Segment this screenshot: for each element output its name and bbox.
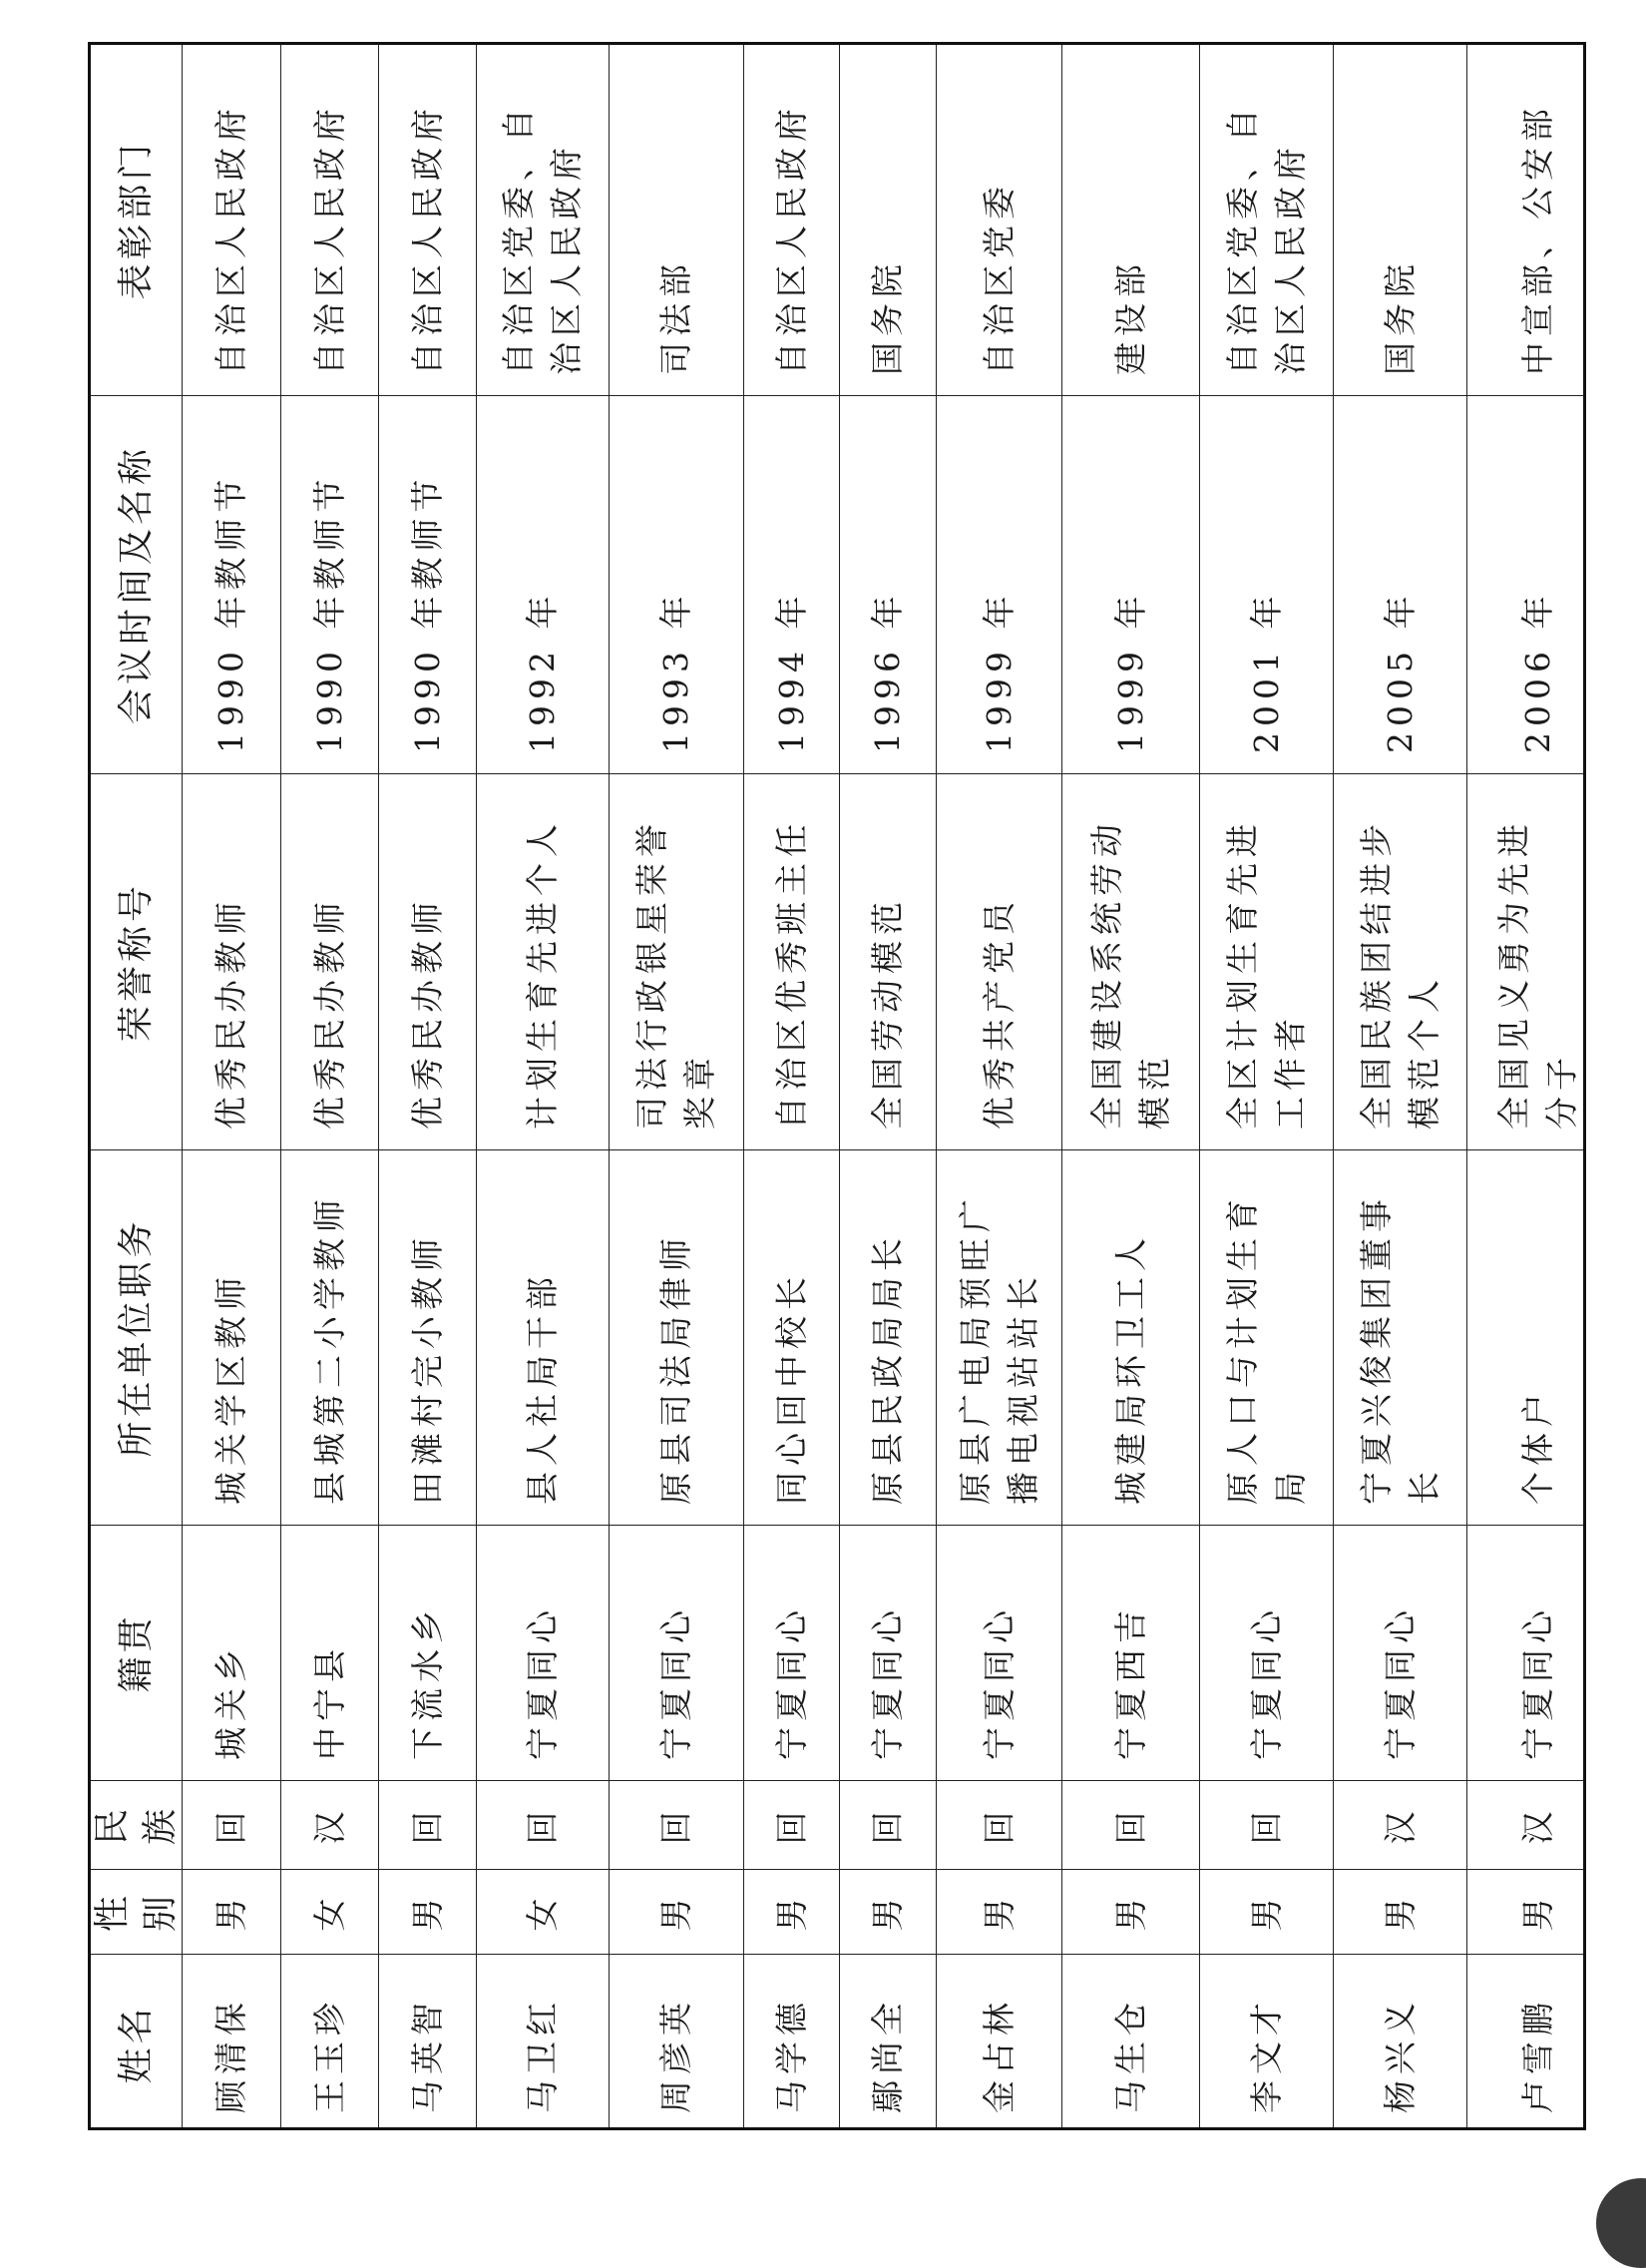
cell-meeting-time (1334, 395, 1467, 773)
cell-native-place-text: 宁夏西吉 (1110, 1604, 1150, 1760)
cell-unit-position (477, 1149, 610, 1525)
cell-native-place-text: 城关乡 (211, 1643, 250, 1760)
cell-meeting-time-text: 1993 年 (656, 590, 695, 753)
cell-native-place (1200, 1525, 1334, 1780)
cell-meeting-time-text: 1999 年 (979, 590, 1019, 753)
cell-commending-dept (937, 45, 1062, 395)
header-honor-title-text: 荣誉称号 (115, 882, 157, 1043)
cell-commending-dept-text: 自治区党委、自治区人民政府 (1222, 103, 1310, 375)
cell-honor-title (281, 773, 379, 1149)
cell-unit-position (379, 1149, 477, 1525)
cell-ethnicity-text: 回 (771, 1805, 811, 1845)
cell-unit-position-text: 原县广电局预旺广播电视站站长 (955, 1193, 1042, 1505)
cell-unit-position-text: 城关学区教师 (211, 1271, 250, 1505)
cell-gender-text: 男 (979, 1892, 1019, 1932)
cell-honor-title-text: 司法行政银星荣誉奖章 (632, 818, 719, 1130)
cell-gender (379, 1869, 477, 1954)
cell-unit-position (183, 1149, 281, 1525)
cell-gender (1200, 1869, 1334, 1954)
cell-meeting-time-text: 1990 年教师节 (407, 473, 447, 753)
cell-meeting-time-text: 1990 年教师节 (211, 473, 250, 753)
cell-unit-position-text: 原县司法局律师 (656, 1232, 695, 1505)
cell-unit-position (1200, 1149, 1334, 1525)
cell-native-place (183, 1525, 281, 1780)
cell-gender-text: 男 (656, 1892, 695, 1932)
cell-meeting-time-text: 1990 年教师节 (309, 473, 349, 753)
cell-gender-text: 男 (211, 1892, 250, 1932)
cell-ethnicity-text: 回 (1246, 1805, 1286, 1845)
cell-commending-dept-text: 中宣部、公安部 (1517, 103, 1557, 375)
cell-name (744, 1954, 840, 2130)
cell-meeting-time-text: 2001 年 (1246, 590, 1286, 753)
cell-name-text: 卢雪鹏 (1517, 1997, 1557, 2113)
cell-unit-position (1467, 1149, 1586, 1525)
cell-ethnicity-text: 回 (656, 1805, 695, 1845)
cell-honor-title-text: 优秀共产党员 (979, 896, 1019, 1130)
cell-honor-title-text: 优秀民办教师 (309, 896, 349, 1130)
cell-honor-title (840, 773, 937, 1149)
header-unit-position-text: 所在单位职务 (115, 1217, 157, 1458)
cell-unit-position-text: 个体户 (1517, 1388, 1557, 1505)
honors-table (88, 42, 1586, 2130)
cell-ethnicity (281, 1780, 379, 1869)
cell-gender-text: 男 (1380, 1892, 1420, 1932)
cell-unit-position-text: 田滩村完小教师 (407, 1232, 447, 1505)
cell-ethnicity-text: 回 (1110, 1805, 1150, 1845)
cell-gender-text: 男 (407, 1892, 447, 1932)
cell-native-place (1334, 1525, 1467, 1780)
cell-unit-position-text: 宁夏兴俊集团董事长 (1356, 1193, 1443, 1505)
cell-name-text: 鄢尚全 (868, 1997, 907, 2113)
cell-commending-dept-text: 自治区人民政府 (309, 103, 349, 375)
cell-gender-text: 男 (1246, 1892, 1286, 1932)
cell-ethnicity (1200, 1780, 1334, 1869)
cell-name (937, 1954, 1062, 2130)
cell-meeting-time-text: 1992 年 (523, 590, 562, 753)
cell-unit-position-text: 同心回中校长 (771, 1271, 811, 1505)
cell-ethnicity (744, 1780, 840, 1869)
cell-unit-position (610, 1149, 744, 1525)
cell-honor-title (477, 773, 610, 1149)
cell-name-text: 顾清保 (211, 1997, 250, 2113)
cell-native-place-text: 宁夏同心 (656, 1604, 695, 1760)
header-commending-dept-text: 表彰部门 (115, 140, 157, 300)
cell-meeting-time (379, 395, 477, 773)
cell-honor-title (744, 773, 840, 1149)
cell-honor-title-text: 全国建设系统劳动模范 (1086, 818, 1174, 1130)
cell-commending-dept-text: 司法部 (656, 258, 695, 375)
honors-table-grid (91, 45, 1586, 2130)
cell-native-place-text: 中宁县 (309, 1643, 349, 1760)
cell-name (1334, 1954, 1467, 2130)
cell-gender (840, 1869, 937, 1954)
cell-commending-dept (1200, 45, 1334, 395)
cell-name (477, 1954, 610, 2130)
cell-native-place (937, 1525, 1062, 1780)
cell-honor-title-text: 全国民族团结进步模范个人 (1356, 818, 1443, 1130)
cell-ethnicity-text: 汉 (1517, 1805, 1557, 1845)
cell-name (281, 1954, 379, 2130)
cell-unit-position-text: 原人口与计划生育局 (1222, 1193, 1310, 1505)
cell-unit-position (937, 1149, 1062, 1525)
cell-unit-position (281, 1149, 379, 1525)
cell-native-place (1062, 1525, 1200, 1780)
cell-name-text: 马学德 (771, 1997, 811, 2113)
cell-name-text: 马英智 (407, 1997, 447, 2113)
cell-unit-position-text: 城建局环卫工人 (1110, 1232, 1150, 1505)
cell-native-place-text: 下流水乡 (407, 1604, 447, 1760)
cell-meeting-time-text: 1994 年 (771, 590, 811, 753)
cell-native-place-text: 宁夏同心 (523, 1604, 562, 1760)
cell-name (1062, 1954, 1200, 2130)
cell-meeting-time (477, 395, 610, 773)
cell-unit-position (1062, 1149, 1200, 1525)
header-unit-position (91, 1149, 183, 1525)
cell-meeting-time (281, 395, 379, 773)
cell-commending-dept (610, 45, 744, 395)
cell-honor-title (1062, 773, 1200, 1149)
cell-name-text: 金占林 (979, 1997, 1019, 2113)
cell-honor-title-text: 计划生育先进个人 (523, 818, 562, 1130)
cell-name (610, 1954, 744, 2130)
cell-ethnicity (937, 1780, 1062, 1869)
cell-name-text: 马生仓 (1110, 1997, 1150, 2113)
header-commending-dept (91, 45, 183, 395)
cell-unit-position (840, 1149, 937, 1525)
cell-commending-dept-text: 国务院 (1380, 258, 1420, 375)
cell-commending-dept-text: 建设部 (1110, 258, 1150, 375)
cell-meeting-time (1062, 395, 1200, 773)
cell-unit-position (1334, 1149, 1467, 1525)
cell-gender (1467, 1869, 1586, 1954)
header-name (91, 1954, 183, 2130)
cell-gender (1062, 1869, 1200, 1954)
cell-native-place (477, 1525, 610, 1780)
header-native-place-text: 籍贯 (115, 1612, 157, 1693)
cell-gender-text: 男 (868, 1892, 907, 1932)
cell-native-place (840, 1525, 937, 1780)
cell-commending-dept (477, 45, 610, 395)
cell-name-text: 马卫红 (523, 1997, 562, 2113)
header-name-text: 姓名 (115, 2004, 157, 2084)
cell-ethnicity (379, 1780, 477, 1869)
cell-honor-title (1200, 773, 1334, 1149)
cell-ethnicity-text: 回 (407, 1805, 447, 1845)
cell-native-place (744, 1525, 840, 1780)
cell-name (1200, 1954, 1334, 2130)
header-ethnicity (91, 1780, 183, 1869)
cell-commending-dept-text: 自治区党委、自治区人民政府 (499, 103, 586, 375)
cell-name-text: 周彦英 (656, 1997, 695, 2113)
cell-meeting-time-text: 2006 年 (1517, 590, 1557, 753)
cell-meeting-time-text: 1999 年 (1110, 590, 1150, 753)
cell-meeting-time-text: 1996 年 (868, 590, 907, 753)
cell-ethnicity (610, 1780, 744, 1869)
header-ethnicity-text: 民族 (91, 1805, 181, 1846)
cell-gender (281, 1869, 379, 1954)
cell-commending-dept (183, 45, 281, 395)
cell-commending-dept (1334, 45, 1467, 395)
cell-honor-title (379, 773, 477, 1149)
cell-native-place (1467, 1525, 1586, 1780)
cell-ethnicity-text: 回 (211, 1805, 250, 1845)
cell-name (840, 1954, 937, 2130)
header-native-place (91, 1525, 183, 1780)
cell-meeting-time (610, 395, 744, 773)
cell-ethnicity (477, 1780, 610, 1869)
header-meeting-time-text: 会议时间及名称 (115, 445, 157, 725)
cell-gender (610, 1869, 744, 1954)
cell-gender (183, 1869, 281, 1954)
cell-name (1467, 1954, 1586, 2130)
cell-gender-text: 男 (1517, 1892, 1557, 1932)
cell-meeting-time (183, 395, 281, 773)
cell-honor-title (937, 773, 1062, 1149)
header-honor-title (91, 773, 183, 1149)
cell-native-place-text: 宁夏同心 (1380, 1604, 1420, 1760)
cell-name (379, 1954, 477, 2130)
cell-honor-title (1334, 773, 1467, 1149)
cell-gender-text: 女 (309, 1892, 349, 1932)
cell-unit-position-text: 原县民政局局长 (868, 1232, 907, 1505)
cell-commending-dept (379, 45, 477, 395)
cell-name (183, 1954, 281, 2130)
cell-honor-title-text: 全区计划生育先进工作者 (1222, 818, 1310, 1130)
cell-ethnicity-text: 汉 (309, 1805, 349, 1845)
cell-honor-title-text: 全国见义勇为先进分子 (1493, 818, 1581, 1130)
cell-gender-text: 男 (771, 1892, 811, 1932)
cell-name-text: 杨兴义 (1380, 1997, 1420, 2113)
cell-commending-dept-text: 自治区党委 (979, 181, 1019, 375)
cell-ethnicity (840, 1780, 937, 1869)
cell-ethnicity (1467, 1780, 1586, 1869)
page-corner-shadow (1596, 2178, 1646, 2268)
cell-commending-dept (281, 45, 379, 395)
cell-native-place-text: 宁夏同心 (1517, 1604, 1557, 1760)
cell-native-place-text: 宁夏同心 (1246, 1604, 1286, 1760)
header-gender-text: 性别 (91, 1892, 181, 1933)
cell-commending-dept-text: 国务院 (868, 258, 907, 375)
cell-commending-dept (744, 45, 840, 395)
cell-name-text: 王玉珍 (309, 1997, 349, 2113)
cell-ethnicity (1062, 1780, 1200, 1869)
cell-honor-title-text: 自治区优秀班主任 (771, 818, 811, 1130)
cell-ethnicity-text: 回 (868, 1805, 907, 1845)
cell-honor-title (610, 773, 744, 1149)
cell-honor-title (1467, 773, 1586, 1149)
header-meeting-time (91, 395, 183, 773)
cell-native-place-text: 宁夏同心 (979, 1604, 1019, 1760)
cell-commending-dept (840, 45, 937, 395)
cell-gender-text: 女 (523, 1892, 562, 1932)
cell-gender (477, 1869, 610, 1954)
cell-name-text: 李文才 (1246, 1997, 1286, 2113)
cell-ethnicity-text: 汉 (1380, 1805, 1420, 1845)
cell-meeting-time-text: 2005 年 (1380, 590, 1420, 753)
cell-commending-dept (1062, 45, 1200, 395)
cell-honor-title-text: 优秀民办教师 (211, 896, 250, 1130)
cell-commending-dept-text: 自治区人民政府 (211, 103, 250, 375)
cell-ethnicity (183, 1780, 281, 1869)
header-gender (91, 1869, 183, 1954)
cell-ethnicity-text: 回 (523, 1805, 562, 1845)
cell-native-place-text: 宁夏同心 (771, 1604, 811, 1760)
cell-meeting-time (744, 395, 840, 773)
cell-unit-position-text: 县城第二小学教师 (309, 1193, 349, 1505)
cell-meeting-time (840, 395, 937, 773)
cell-meeting-time (937, 395, 1062, 773)
cell-honor-title (183, 773, 281, 1149)
cell-commending-dept-text: 自治区人民政府 (407, 103, 447, 375)
cell-unit-position-text: 县人社局干部 (523, 1271, 562, 1505)
cell-honor-title-text: 全国劳动模范 (868, 896, 907, 1130)
cell-native-place-text: 宁夏同心 (868, 1604, 907, 1760)
cell-gender (937, 1869, 1062, 1954)
cell-ethnicity (1334, 1780, 1467, 1869)
cell-honor-title-text: 优秀民办教师 (407, 896, 447, 1130)
cell-commending-dept-text: 自治区人民政府 (771, 103, 811, 375)
cell-gender-text: 男 (1110, 1892, 1150, 1932)
cell-meeting-time (1467, 395, 1586, 773)
cell-native-place (610, 1525, 744, 1780)
cell-gender (1334, 1869, 1467, 1954)
cell-unit-position (744, 1149, 840, 1525)
cell-ethnicity-text: 回 (979, 1805, 1019, 1845)
cell-gender (744, 1869, 840, 1954)
cell-native-place (379, 1525, 477, 1780)
cell-meeting-time (1200, 395, 1334, 773)
cell-commending-dept (1467, 45, 1586, 395)
cell-native-place (281, 1525, 379, 1780)
